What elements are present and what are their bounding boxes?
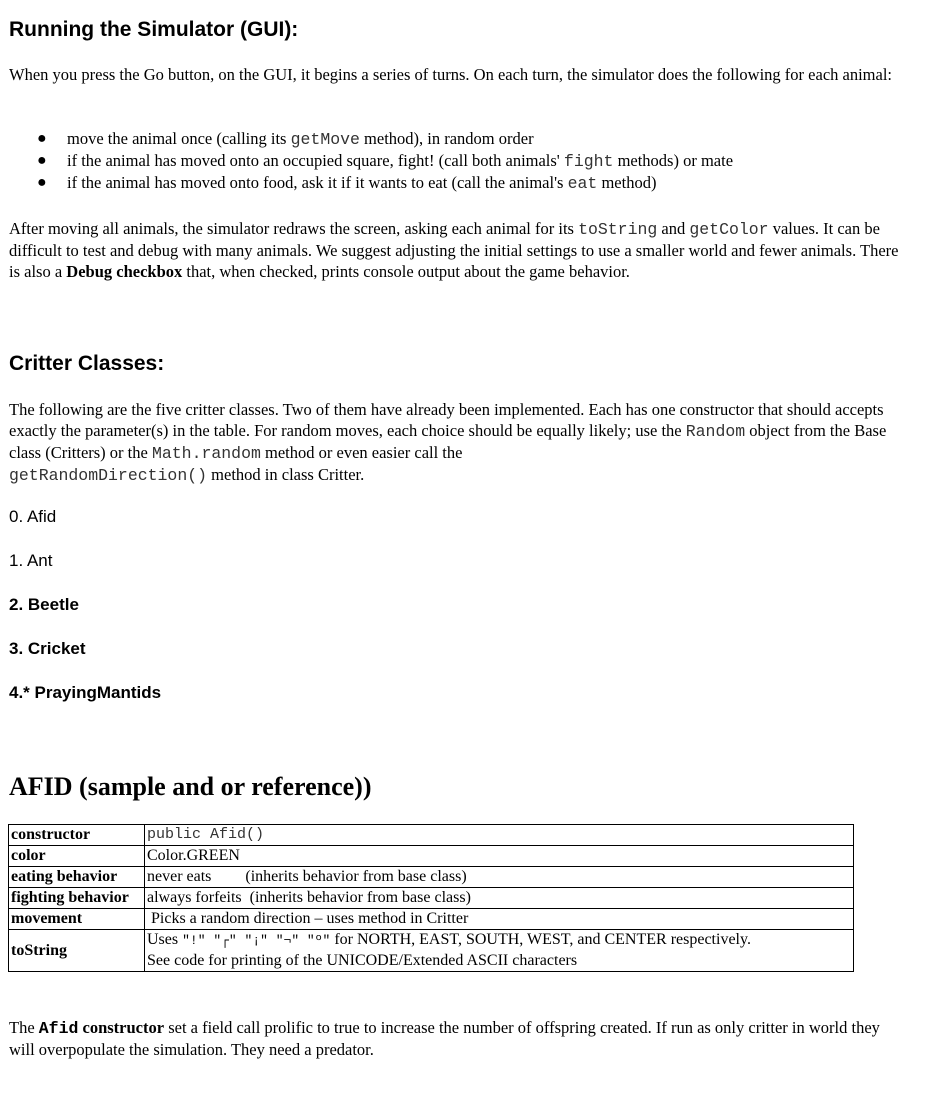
section-title-running: Running the Simulator (GUI): [9, 18, 299, 41]
critter-item-cricket: 3. Cricket [9, 639, 86, 658]
row-label: toString [9, 930, 145, 972]
afid-constructor-note: The Afid constructor set a field call prolific to true to increase the number of offspring created. If run as only critter in world they will overpopulate the simulation. They need a predator. [9, 1018, 880, 1059]
row-value: Uses "!" "┌" "¡" "¬" "º" for NORTH, EAST, SOUTH, WEST, and CENTER respectively. See code for printing of the UNICODE/Extended ASCII characters [145, 930, 854, 972]
table-row [9, 867, 854, 888]
row-label: constructor [9, 825, 145, 846]
row-label: eating behavior [9, 867, 145, 888]
afid-title: AFID (sample and or reference)) [9, 772, 372, 801]
table-row [9, 846, 854, 867]
list-item: ● move the animal once (calling its getMove method), in random order [37, 129, 534, 149]
row-label: color [9, 846, 145, 867]
critter-item-afid: 0. Afid [9, 507, 57, 526]
bullet-icon: ● [37, 152, 47, 169]
critter-item-praying-mantids: 4.* PrayingMantids [9, 683, 162, 702]
turn-steps-list [0, 128, 930, 194]
row-label: movement [9, 909, 145, 930]
debug-checkbox-mention: Debug checkbox [66, 262, 183, 281]
critter-item-ant: 1. Ant [9, 551, 53, 570]
list-item: ● if the animal has moved onto food, ask it if it wants to eat (call the animal's eat method) [37, 173, 657, 193]
table-row [9, 825, 854, 846]
running-intro: When you press the Go button, on the GUI, it begins a series of turns. On each turn, the simulator does the following for each animal: [9, 65, 892, 84]
afid-reference-table [8, 824, 854, 972]
table-row [9, 930, 854, 972]
row-value: never eats (inherits behavior from base class) [145, 867, 854, 888]
table-row [9, 909, 854, 930]
row-value: always forfeits (inherits behavior from base class) [145, 888, 854, 909]
row-value: Color.GREEN [145, 846, 854, 867]
critters-paragraph: The following are the five critter classes. Two of them have already been implemented. Each has one constructor that should accepts exactly the parameter(s) in the table. For random moves, each choice should be equally likely; use the Random object from the Base class (Critters) or the Math.random method or even easier call the getRandomDirection() method in class Critter. [9, 400, 887, 485]
direction-symbols: "!" "┌" "¡" "¬" "º" [182, 933, 331, 948]
list-item: ● if the animal has moved onto an occupied square, fight! (call both animals' fight methods) or mate [37, 151, 734, 171]
bullet-icon: ● [37, 130, 47, 147]
running-after-paragraph: After moving all animals, the simulator redraws the screen, asking each animal for its toString and getColor values. It can be difficult to test and debug with many animals. We suggest adjusting the initial settings to use a smaller world and fewer animals. There is also a Debug checkbox that, when checked, prints console output about the game behavior. [9, 219, 899, 281]
critter-item-beetle: 2. Beetle [9, 595, 79, 614]
bullet-icon: ● [37, 174, 47, 191]
table-row [9, 888, 854, 909]
row-value: Picks a random direction – uses method in Critter [145, 909, 854, 930]
row-label: fighting behavior [9, 888, 145, 909]
row-value: public Afid() [145, 825, 854, 846]
section-title-critters: Critter Classes: [9, 352, 165, 375]
